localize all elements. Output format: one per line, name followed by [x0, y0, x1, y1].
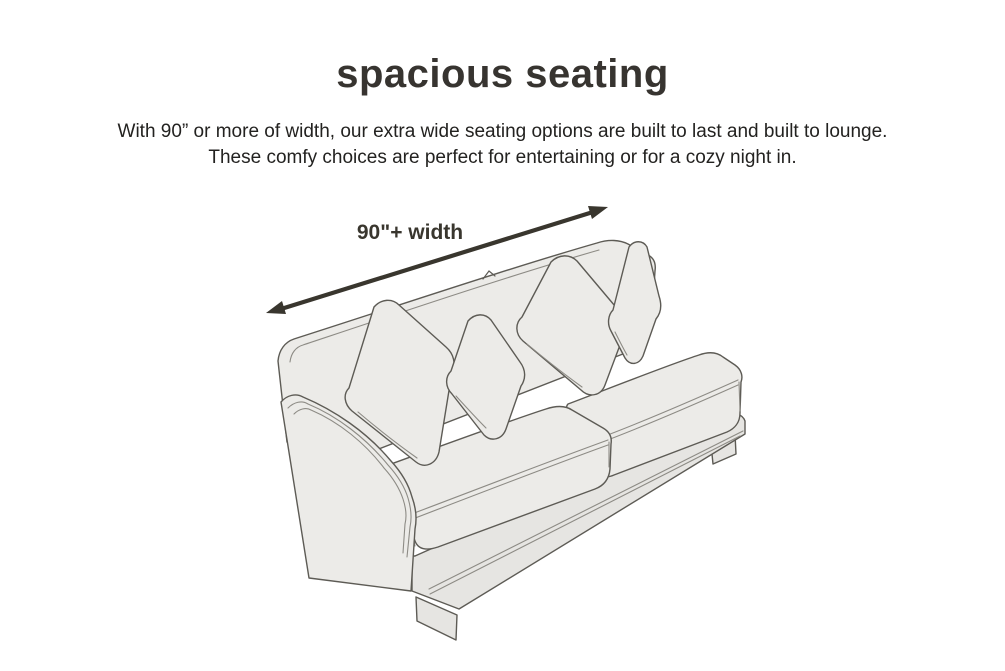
width-dimension-label: 90"+ width	[356, 221, 464, 244]
width-arrowhead-left	[266, 301, 286, 314]
width-arrowhead-right	[588, 206, 608, 219]
description-line-2: These comfy choices are perfect for entertaining or for a cozy night in.	[208, 147, 797, 168]
description-line-1: With 90” or more of width, our extra wide seating options are built to last and built to lounge.	[117, 121, 888, 142]
sofa-illustration	[278, 240, 745, 640]
page-title: spacious seating	[336, 52, 669, 96]
page-description	[0, 119, 1005, 171]
